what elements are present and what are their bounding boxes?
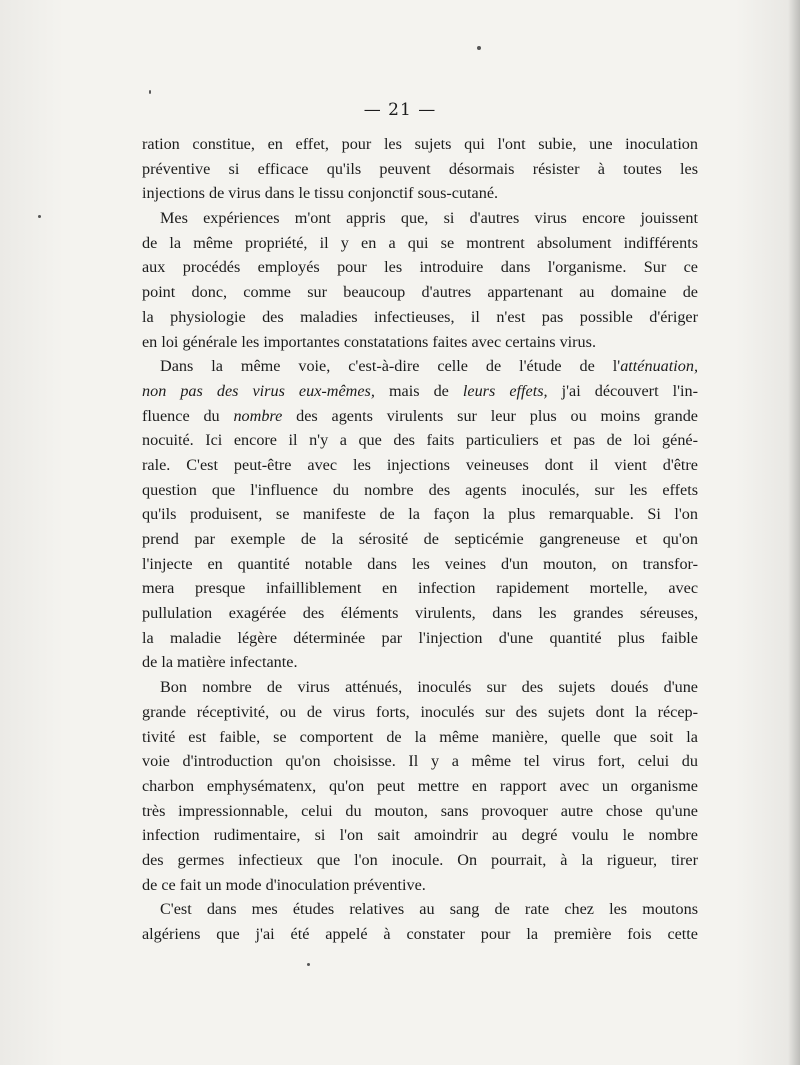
line-text: de la même propriété, il y en a qui se montrent absolument indifférents: [142, 233, 698, 252]
text-line: [142, 132, 698, 157]
text-line: [142, 527, 698, 552]
text-line: [142, 552, 698, 577]
line-text: l'injecte en quantité notable dans les veines d'un mouton, on transfor-: [142, 554, 698, 573]
text-line: [142, 626, 698, 651]
line-text: Dans la même voie, c'est-à-dire celle de l'étude de l': [160, 357, 621, 376]
line-text: des germes infectieux que l'on inocule. On pourrait, à la rigueur, tirer: [142, 850, 698, 869]
line-text: nocuité. Ici encore il n'y a que des faits particuliers et pas de loi géné-: [142, 431, 698, 450]
line-text: des agents virulents sur leur plus ou moins grande: [282, 406, 698, 425]
text-line: [142, 354, 698, 379]
text-line: [142, 799, 698, 824]
line-text: charbon emphysématenx, qu'on peut mettre en rapport avec un organisme: [142, 776, 698, 795]
line-text: infection rudimentaire, si l'on sait amoindrir au degré voulu le nombre: [142, 826, 698, 845]
body-text: [142, 132, 698, 947]
text-line: [142, 725, 698, 750]
text-line: [142, 255, 698, 280]
line-text: injections de virus dans le tissu conjonctif sous-cutané.: [142, 184, 499, 203]
text-line: [142, 675, 698, 700]
line-text: la maladie légère déterminée par l'injection d'une quantité plus faible: [142, 628, 698, 647]
text-line: [142, 428, 698, 453]
line-text: point donc, comme sur beaucoup d'autres appartenant au domaine de: [142, 283, 698, 302]
text-line: [142, 922, 698, 947]
text-line: [142, 280, 698, 305]
line-text: pullulation exagérée des éléments virulents, dans les grandes séreuses,: [142, 604, 698, 623]
ink-speck: [477, 46, 481, 50]
line-text: de la matière infectante.: [142, 653, 298, 672]
line-text: la physiologie des maladies infectieuses, il n'est pas possible d'ériger: [142, 307, 698, 326]
text-line: [142, 601, 698, 626]
text-line: [142, 848, 698, 873]
line-text: en loi générale les importantes constatations faites avec certains virus.: [142, 332, 596, 351]
line-text: mais de: [374, 381, 463, 400]
text-line: [142, 206, 698, 231]
ink-speck: [38, 215, 41, 218]
text-line: [142, 330, 698, 355]
text-line: [142, 231, 698, 256]
line-text: Mes expériences m'ont appris que, si d'autres virus encore jouissent: [160, 209, 698, 228]
text-line: [142, 650, 698, 675]
text-line: [142, 453, 698, 478]
text-line: [142, 404, 698, 429]
text-line: [142, 897, 698, 922]
line-text: aux procédés employés pour les introduire dans l'organisme. Sur ce: [142, 258, 698, 277]
text-line: [142, 873, 698, 898]
line-text: rale. C'est peut-être avec les injections veineuses dont il vient d'être: [142, 455, 698, 474]
line-text: de ce fait un mode d'inoculation préventive.: [142, 875, 426, 894]
line-text: voie d'introduction qu'on choisisse. Il y a même tel virus fort, celui du: [142, 752, 698, 771]
text-line: [142, 379, 698, 404]
text-line: [142, 774, 698, 799]
line-text: très impressionnable, celui du mouton, sans provoquer autre chose qu'une: [142, 801, 698, 820]
ink-speck: [149, 90, 151, 94]
line-text: qu'ils produisent, se manifeste de la façon la plus remarquable. Si l'on: [142, 505, 698, 524]
line-text: mera presque infailliblement en infection rapidement mortelle, avec: [142, 579, 698, 598]
ink-speck: [307, 963, 310, 966]
text-line: [142, 502, 698, 527]
line-text: ration constitue, en effet, pour les sujets qui l'ont subie, une inoculation: [142, 135, 698, 153]
text-line: [142, 749, 698, 774]
italic-text: atténuation,: [620, 357, 698, 376]
italic-text: non pas des virus eux-mêmes,: [142, 381, 375, 400]
line-text: préventive si efficace qu'ils peuvent désormais résister à toutes les: [142, 159, 698, 178]
line-text: algériens que j'ai été appelé à constater pour la première fois cette: [142, 925, 698, 943]
line-text: C'est dans mes études relatives au sang de rate chez les moutons: [160, 900, 698, 919]
line-text: fluence du: [142, 406, 234, 425]
line-text: question que l'influence du nombre des agents inoculés, sur les effets: [142, 480, 698, 499]
page-number: — 21 —: [363, 100, 437, 120]
italic-text: nombre: [233, 406, 283, 425]
line-text: j'ai découvert l'in-: [547, 381, 699, 400]
text-line: [142, 181, 698, 206]
text-line: [142, 823, 698, 848]
line-text: Bon nombre de virus atténués, inoculés sur des sujets doués d'une: [160, 678, 698, 697]
page-edge-shadow: [788, 0, 800, 1065]
text-line: [142, 478, 698, 503]
italic-text: leurs effets,: [462, 381, 548, 400]
text-line: [142, 576, 698, 601]
text-line: [142, 157, 698, 182]
line-text: prend par exemple de la sérosité de septicémie gangreneuse et qu'on: [142, 530, 698, 548]
line-text: tivité est faible, se comportent de la même manière, quelle que soit la: [142, 727, 698, 746]
text-line: [142, 700, 698, 725]
text-line: [142, 305, 698, 330]
line-text: grande réceptivité, ou de virus forts, inoculés sur des sujets dont la récep-: [142, 702, 698, 721]
